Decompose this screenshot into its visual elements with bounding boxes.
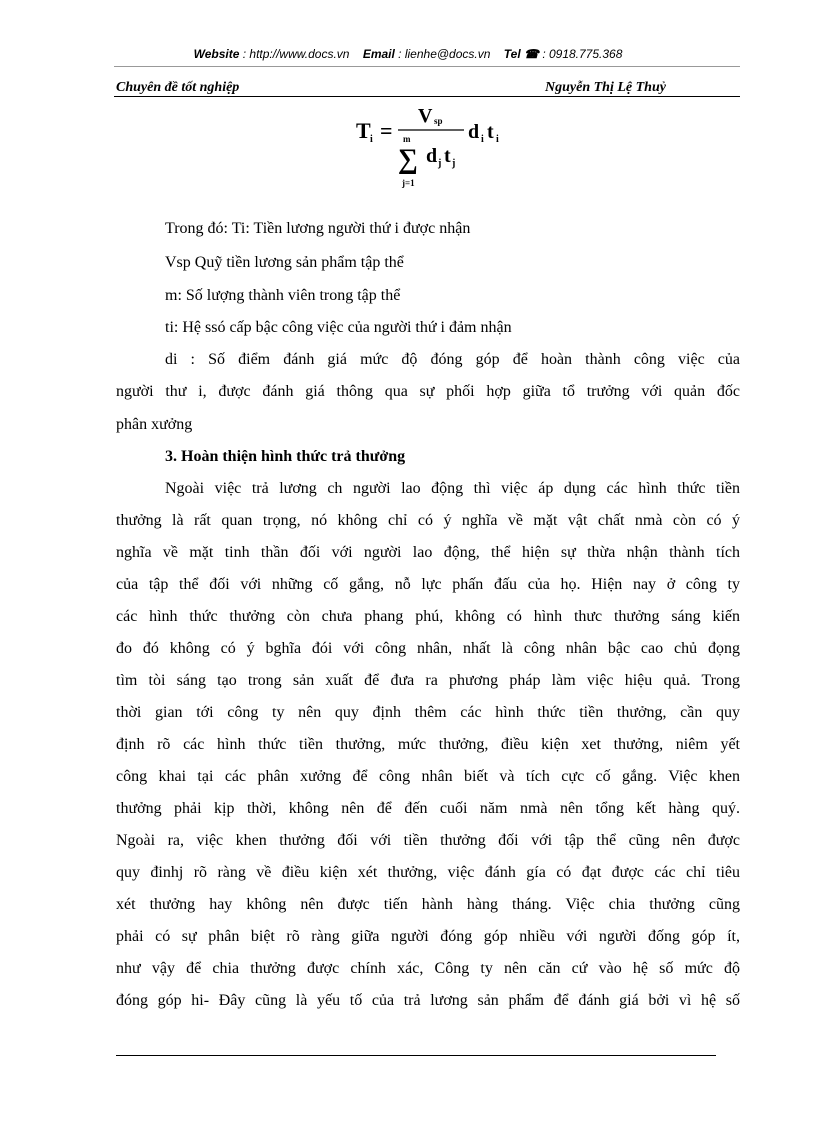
- tel-label: Tel: [503, 47, 521, 61]
- header-divider: [114, 66, 740, 67]
- denominator-t-sub: j: [452, 158, 456, 169]
- body-line: Ngoài việc trả lương ch người lao động thì việc áp dụng các hình thức tiền: [165, 480, 740, 497]
- definition-vsp: Vsp Quỹ tiền lương sản phẩm tập thể: [165, 254, 404, 271]
- definition-ti-coef: ti: Hệ ssó cấp bậc công việc của người thứ i đảm nhận: [165, 319, 512, 336]
- body-line: đo đó không có ý bghĩa đói với công nhân, nhất là công nhân bậc cao chủ đọng: [116, 640, 740, 657]
- formula-numerator-sub: sp: [434, 116, 443, 126]
- definition-di-line-3: phân xưởng: [116, 416, 193, 433]
- sum-upper-limit: m: [403, 134, 411, 144]
- running-title-left: Chuyên đề tốt nghiệp: [116, 80, 240, 95]
- sum-lower-limit: j=1: [402, 178, 415, 188]
- body-line: như vậy để chia thưởng được chính xác, Công ty nên căn cứ vào hệ số mức độ: [116, 960, 740, 977]
- website-label: Website: [193, 47, 240, 61]
- definition-ti: Trong đó: Ti: Tiền lương người thứ i được nhận: [165, 220, 471, 237]
- rhs-t-sub: i: [496, 134, 499, 145]
- wage-formula: [350, 100, 530, 195]
- website-link[interactable]: http://www.docs.vn: [249, 47, 350, 61]
- formula-lhs-sub: i: [370, 134, 373, 145]
- formula-lhs: T: [356, 118, 371, 143]
- body-line: đóng góp hi- Đây cũng là yếu tố của trả lương sản phẩm để đánh giá bởi vì hệ số: [116, 992, 740, 1009]
- body-line: thưởng là rất quan trọng, nó không chỉ có ý nghĩa về mặt vật chất nmà còn có ý: [116, 512, 740, 529]
- body-line: công khai tại các phân xưởng để công nhân biết và tích cực cố gắng. Việc khen: [116, 768, 740, 785]
- definition-m: m: Số lượng thành viên trong tập thể: [165, 287, 401, 304]
- email-label: Email: [362, 47, 395, 61]
- body-line: quy đinhj rõ ràng về điều kiện xét thưởng, việc đánh gía có đạt được các chỉ tiêu: [116, 864, 740, 881]
- website-header: Website : http://www.docs.vn Email : lienhe@docs.vn Tel ☎ : 0918.775.368: [193, 47, 623, 61]
- tel-value: : 0918.775.368: [542, 47, 623, 61]
- phone-icon: ☎: [524, 47, 539, 61]
- definition-di-line-1: di : Số điểm đánh giá mức độ đóng góp để hoàn thành công việc của: [165, 351, 740, 368]
- formula-numerator: V: [418, 105, 433, 127]
- body-line: Ngoài ra, việc khen thưởng đối với tiền thưởng đối với tập thể cũng nên được: [116, 832, 740, 849]
- formula-equals: =: [380, 118, 393, 143]
- body-line: thời gian tới công ty nên quy định thêm các hình thức tiền thưởng, cần quy: [116, 704, 740, 721]
- body-line: nghĩa về mặt tinh thần đối với người lao động, thể hiện sự thừa nhận thành tích: [116, 544, 740, 561]
- definition-di-line-2: người thư i, được đánh giá thông qua sự phối hợp giữa tổ trưởng với quản đốc: [116, 383, 740, 400]
- footer-divider: [116, 1055, 716, 1056]
- body-line: xét thưởng hay không nên được tiến hành hàng tháng. Việc chia thưởng cũng: [116, 896, 740, 913]
- body-line: của tập thể đối với những cố gắng, nỗ lực phấn đấu của họ. Hiện nay ở công ty: [116, 576, 740, 593]
- body-line: phải có sự phân biệt rõ ràng giữa người đóng góp nhiều với người đống góp ít,: [116, 928, 740, 945]
- rhs-t: t: [487, 121, 494, 143]
- body-line: tìm tòi sáng tạo trong sản xuất để đưa ra phương pháp làm việc hiệu quả. Trong: [116, 672, 740, 689]
- section-heading: 3. Hoàn thiện hình thức trả thưởng: [165, 448, 406, 465]
- body-line: định rõ các hình thức tiền thưởng, mức thưởng, điều kiện xet thưởng, niêm yết: [116, 736, 740, 753]
- sum-symbol: ∑: [398, 144, 418, 175]
- rhs-d: d: [468, 121, 480, 143]
- body-line: thưởng phải kịp thời, không nên để đến cuối năm nmà nên tổng kết hàng quý.: [116, 800, 740, 817]
- running-title-right: Nguyễn Thị Lệ Thuỷ: [545, 80, 666, 95]
- body-line: các hình thức thưởng còn chưa phang phú, không có hình thưc thưởng sáng kiến: [116, 608, 740, 625]
- denominator-t: t: [444, 145, 451, 167]
- running-title-divider: [114, 96, 740, 97]
- email-link[interactable]: : lienhe@docs.vn: [398, 47, 491, 61]
- denominator-d-sub: j: [438, 158, 442, 169]
- rhs-d-sub: i: [481, 134, 484, 145]
- denominator-d: d: [426, 145, 438, 167]
